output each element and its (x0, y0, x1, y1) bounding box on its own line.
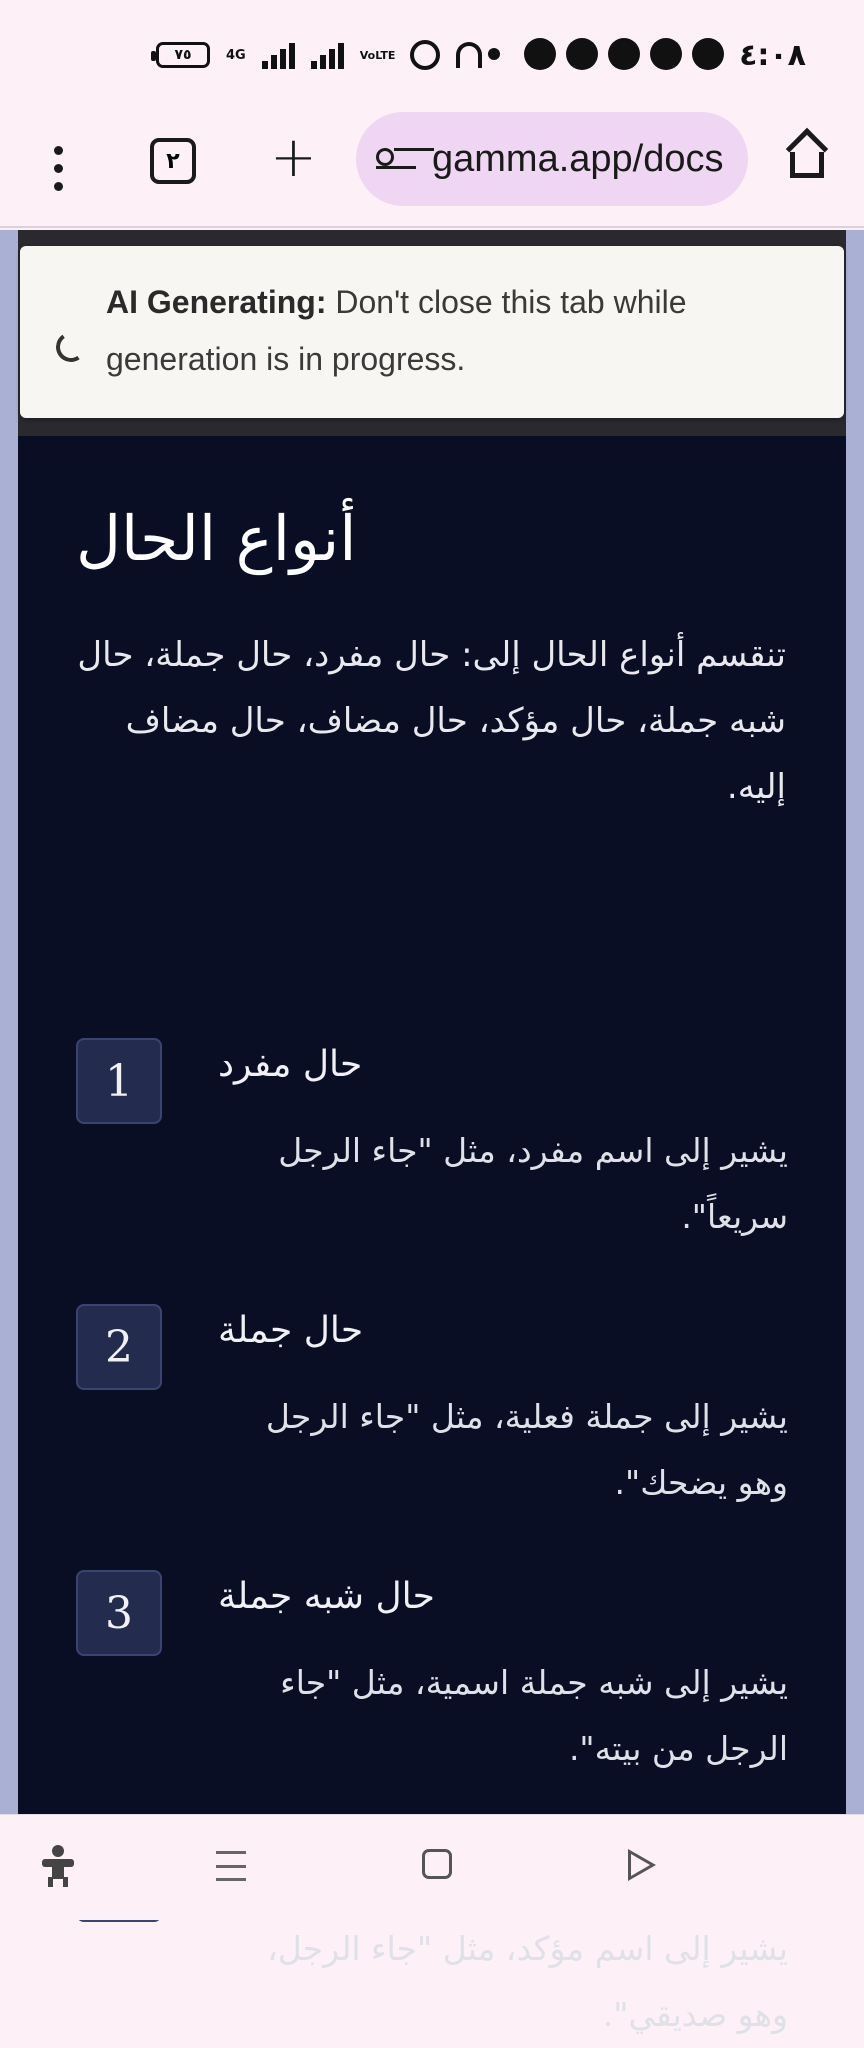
messenger-icon (650, 38, 682, 70)
snapchat-icon (692, 38, 724, 70)
url-bar[interactable] (356, 112, 748, 206)
more-vert-icon[interactable] (40, 136, 76, 200)
loading-spinner-icon (54, 330, 89, 365)
signal-icon (262, 41, 295, 69)
item-title: حال شبه جملة (218, 1576, 435, 1617)
heart-notification-icon (566, 38, 598, 70)
url-text[interactable]: gamma.app/docs (432, 137, 724, 180)
system-nav-bar (0, 1814, 864, 1920)
notification-icons (488, 38, 724, 70)
back-triangle-icon[interactable] (628, 1849, 656, 1881)
app-notification-icon (524, 38, 556, 70)
item-title: حال مفرد (218, 1044, 363, 1085)
page-title: أنواع الحال (76, 502, 357, 575)
home-square-icon[interactable] (422, 1849, 452, 1879)
ai-banner-label: AI Generating: (106, 284, 327, 320)
item-description: يشير إلى شبه جملة اسمية، مثل "جاء الرجل من بيته". (280, 1663, 788, 1768)
ai-banner-text (106, 274, 806, 388)
headphones-icon (456, 42, 482, 68)
item-description: يشير إلى اسم مفرد، مثل "جاء الرجل سريعاً". (278, 1131, 788, 1236)
battery-level: ٧٥ (174, 47, 192, 63)
battery-icon (156, 42, 210, 68)
recents-icon[interactable] (216, 1851, 246, 1881)
volte-indicator: VoLTE (359, 48, 396, 62)
ai-generating-banner (20, 246, 844, 418)
tab-count: ٢ (166, 148, 180, 174)
home-icon[interactable] (784, 130, 830, 176)
dot-icon (488, 48, 500, 60)
status-bar (0, 0, 864, 112)
item-title: حال جملة (218, 1310, 364, 1351)
web-page (0, 230, 864, 2034)
network-type: 4G (226, 47, 246, 63)
status-time: ٤:٠٨ (739, 38, 806, 73)
item-number-badge: 2 (76, 1304, 162, 1390)
item-description: يشير إلى جملة فعلية، مثل "جاء الرجل وهو يضحك". (265, 1397, 788, 1502)
accessibility-icon[interactable] (40, 1845, 76, 1889)
chat-notification-icon (608, 38, 640, 70)
signal-icon-2 (311, 41, 344, 69)
tune-icon[interactable] (376, 144, 416, 174)
item-number-badge: 3 (76, 1570, 162, 1656)
tab-switcher-button[interactable] (150, 138, 196, 184)
document-card (18, 230, 846, 2034)
intro-paragraph: تنقسم أنواع الحال إلى: حال مفرد، حال جملة، حال شبه جملة، حال مؤكد، حال مضاف، حال مضاف إليه. (77, 635, 786, 807)
browser-toolbar (0, 112, 864, 228)
ai-banner-message: Don't close this tab while generation is in progress. (106, 284, 687, 377)
alarm-icon (410, 40, 440, 70)
new-tab-button[interactable]: + (270, 125, 317, 190)
status-icons-left (156, 40, 482, 70)
item-description: يشير إلى اسم مؤكد، مثل "جاء الرجل، وهو صديقي". (267, 1929, 788, 2034)
item-number-badge: 1 (76, 1038, 162, 1124)
